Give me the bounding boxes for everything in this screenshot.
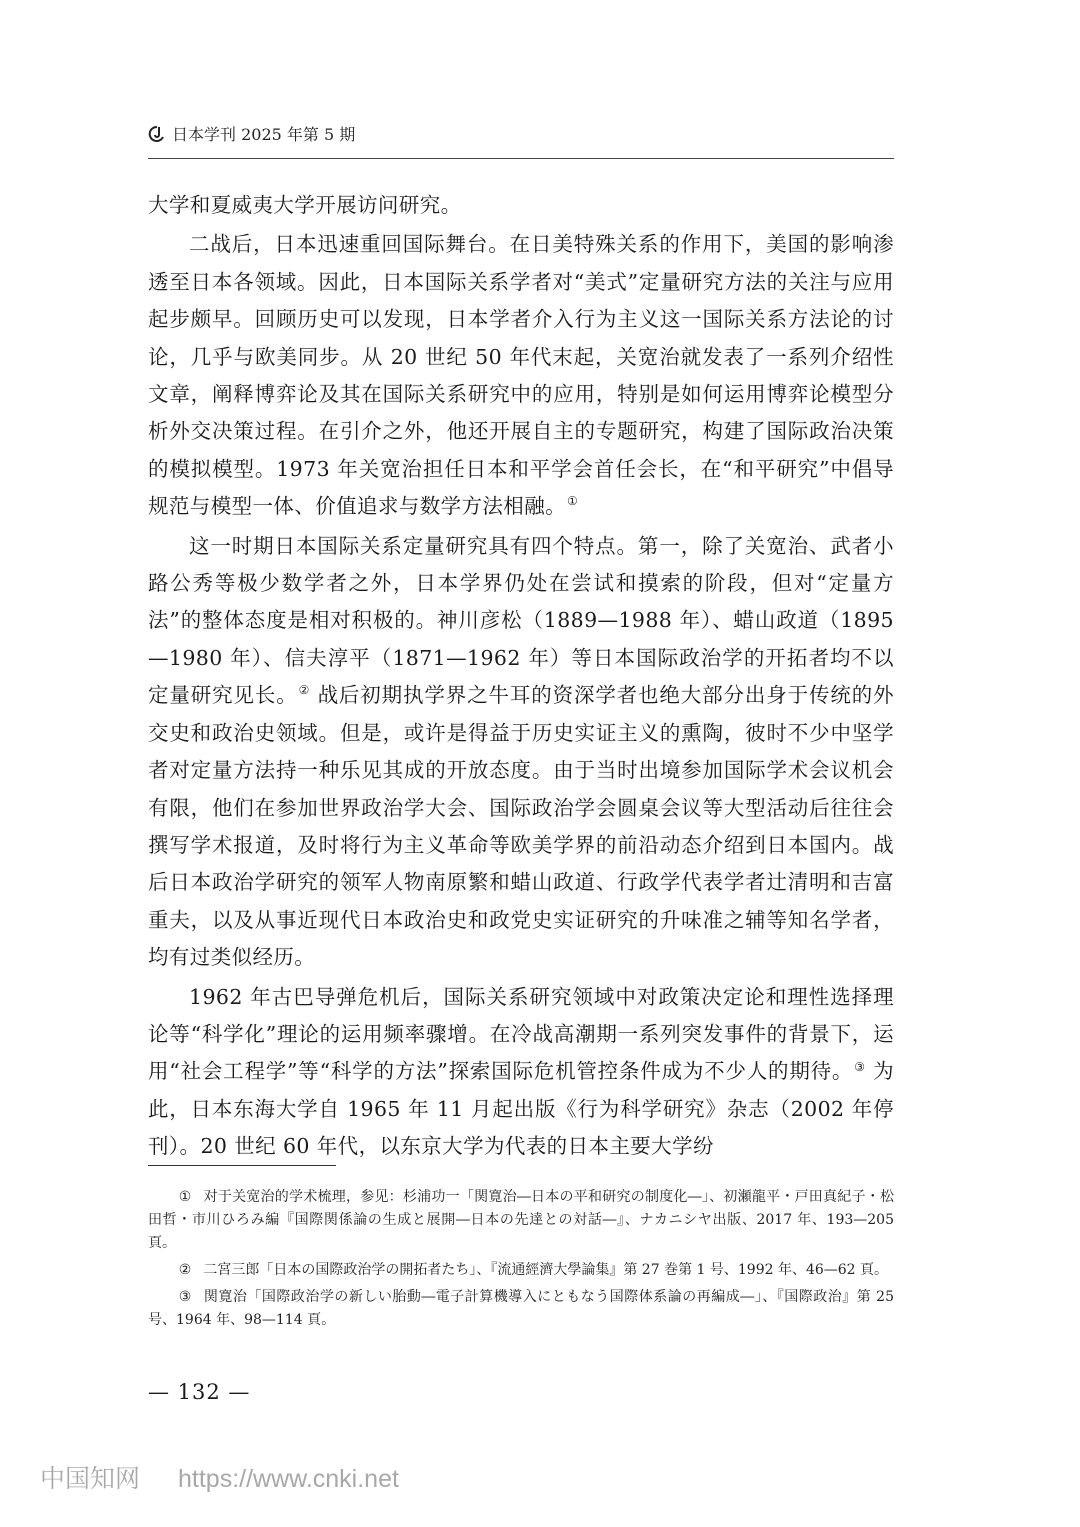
journal-logo-icon bbox=[148, 125, 166, 143]
paragraph-1: 大学和夏威夷大学开展访问研究。 bbox=[148, 193, 462, 217]
footnote-1: ① 对于关宽治的学术梳理，参见：杉浦功一「関寛治―日本の平和研究の制度化―」、初瀬龍平・戸田真紀子・松田哲・市川ひろみ編『国際関係論の生成と展開―日本の先達との対話―』、ナカニシヤ出版、2017 年、193—205 頁。 bbox=[148, 1189, 894, 1251]
journal-title: 日本学刊 2025 年第 5 期 bbox=[172, 125, 356, 144]
paragraph-3: 这一时期日本国际关系定量研究具有四个特点。第一，除了关宽治、武者小路公秀等极少数学者之外，日本学界仍处在尝试和摸索的阶段，但对“定量方法”的整体态度是相对积极的。神川彦松（1889—1988 年）、蜡山政道（1895—1980 年）、信夫淳平（1871—1962 年）等日本国际政治学的开拓者均不以定量研究见长。② 战后初期执学界之牛耳的资深学者也绝大部分出身于传统的外交史和政治史领域。但是，或许是得益于历史实证主义的熏陶，彼时不少中坚学者对定量方法持一种乐见其成的开放态度。由于当时出境参加国际学术会议机会有限，他们在参加世界政治学大会、国际政治学会圆桌会议等大型活动后往往会撰写学术报道，及时将行为主义革命等欧美学界的前沿动态介绍到日本国内。战后日本政治学研究的领军人物南原繁和蜡山政道、行政学代表学者辻清明和吉富重夫，以及从事近现代日本政治史和政党史实证研究的升味准之辅等知名学者，均有过类似经历。 bbox=[148, 533, 894, 970]
header-divider bbox=[148, 158, 894, 159]
cnki-watermark bbox=[40, 1459, 399, 1495]
watermark-url[interactable]: https://www.cnki.net bbox=[178, 1465, 399, 1493]
footnote-ref-2[interactable]: ② bbox=[298, 683, 311, 698]
running-header bbox=[148, 122, 894, 145]
footnote-3: ③ 関寛治「国際政治学の新しい胎動―電子計算機導入にともなう国際体系論の再編成―」、『国際政治』第 25 号、1964 年、98—114 頁。 bbox=[148, 1289, 894, 1328]
footnote-ref-1[interactable]: ① bbox=[567, 494, 579, 509]
page-number: — 132 — bbox=[148, 1380, 251, 1404]
footnote-divider bbox=[148, 1165, 336, 1166]
footnotes bbox=[148, 1186, 894, 1336]
article-body bbox=[148, 187, 894, 1168]
paragraph-2: 二战后，日本迅速重回国际舞台。在日美特殊关系的作用下，美国的影响渗透至日本各领域。因此，日本国际关系学者对“美式”定量研究方法的关注与应用起步颇早。回顾历史可以发现，日本学者介入行为主义这一国际关系方法论的讨论，几乎与欧美同步。从 20 世纪 50 年代末起，关宽治就发表了一系列介绍性文章，阐释博弈论及其在国际关系研究中的应用，特别是如何运用博弈论模型分析外交决策过程。在引介之外，他还开展自主的专题研究，构建了国际政治决策的模拟模型。1973 年关宽治担任日本和平学会首任会长，在“和平研究”中倡导规范与模型一体、价值追求与数学方法相融。① bbox=[148, 232, 894, 519]
footnote-ref-3[interactable]: ③ bbox=[854, 1059, 866, 1074]
footnote-2: ② 二宮三郎「日本の国際政治学の開拓者たち」、『流通經濟大學論集』第 27 巻第 1 号、1992 年、46—62 頁。 bbox=[178, 1262, 889, 1278]
watermark-brand: 中国知网 bbox=[40, 1465, 141, 1493]
paragraph-4: 1962 年古巴导弹危机后，国际关系研究领域中对政策决定论和理性选择理论等“科学化”理论的运用频率骤增。在冷战高潮期一系列突发事件的背景下，运用“社会工程学”等“科学的方法”探索国际危机管控条件成为不少人的期待。③ 为此，日本东海大学自 1965 年 11 月起出版《行为科学研究》杂志（2002 年停刊）。20 世纪 60 年代，以东京大学为代表的日本主要大学纷 bbox=[148, 984, 894, 1159]
